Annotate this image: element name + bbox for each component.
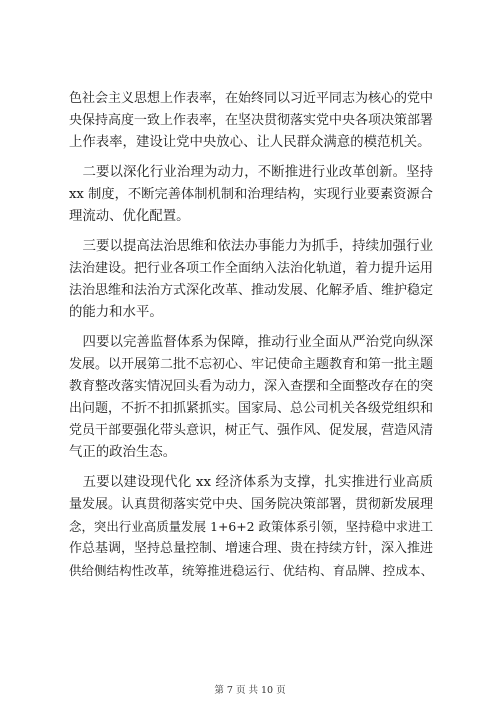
page-number-footer: 第 7 页 共 10 页 — [214, 685, 286, 696]
text-line: 五要以建设现代化 xx 经济体系为支撑，扎实推进行业高质 — [69, 475, 433, 490]
text-line: 气正的政治生态。 — [69, 445, 177, 460]
text-line: 发展。以开展第二批不忘初心、牢记使命主题教育和第一批主题 — [69, 357, 434, 372]
text-line: 法治思维和法治方式深化改革、推动发展、化解矛盾、维护稳定 — [69, 283, 434, 298]
text-line: 上作表率，建设让党中央放心、让人民群众满意的模范机关。 — [69, 135, 431, 150]
paragraph-1 — [69, 88, 433, 154]
text-line: 央保持高度一致上作表率，在坚决贯彻落实党中央各项决策部署 — [69, 113, 434, 128]
document-body — [69, 88, 433, 590]
text-line: 党员干部要强化带头意识，树正气、强作风、促发展，营造风清 — [69, 423, 434, 438]
paragraph-5 — [69, 472, 433, 582]
text-line: 色社会主义思想上作表率，在始终同以习近平同志为核心的党中 — [69, 91, 434, 106]
text-line: 法治建设。把行业各项工作全面纳入法治化轨道，着力提升运用 — [69, 261, 434, 276]
text-line: 出问题，不折不扣抓紧抓实。国家局、总公司机关各级党组织和 — [69, 401, 434, 416]
text-line: 教育整改落实情况回头看为动力，深入查摆和全面整改存在的突 — [69, 379, 434, 394]
text-line: 四要以完善监督体系为保障，推动行业全面从严治党向纵深 — [69, 335, 433, 350]
paragraph-2 — [69, 162, 433, 228]
paragraph-4 — [69, 332, 433, 464]
text-line: 三要以提高法治思维和依法办事能力为抓手，持续加强行业 — [69, 239, 433, 254]
text-line: 的能力和水平。 — [69, 305, 163, 320]
text-line: 供给侧结构性改革，统筹推进稳运行、优结构、育品牌、控成本、 — [69, 563, 433, 578]
text-line: 念，突出行业高质量发展 1+6+2 政策体系引领，坚持稳中求进工 — [69, 519, 433, 534]
text-line: 理流动、优化配置。 — [69, 209, 190, 224]
paragraph-3 — [69, 236, 433, 324]
text-line: 作总基调，坚持总量控制、增速合理、贵在持续方针，深入推进 — [69, 541, 434, 556]
text-line: xx 制度，不断完善体制机制和治理结构，实现行业要素资源合 — [69, 187, 433, 202]
text-line: 量发展。认真贯彻落实党中央、国务院决策部署，贯彻新发展理 — [69, 497, 434, 512]
text-line: 二要以深化行业治理为动力，不断推进行业改革创新。坚持 — [69, 165, 433, 180]
